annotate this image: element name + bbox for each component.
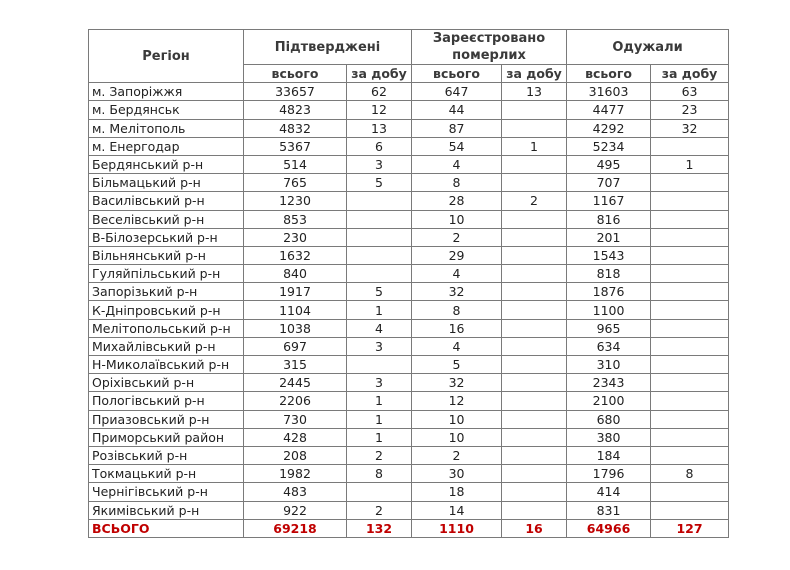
cell-conf-total: 5367	[244, 137, 347, 155]
cell-rec-day: 63	[651, 83, 729, 101]
cell-region: Н-Миколаївський р-н	[89, 356, 244, 374]
table-row	[89, 101, 729, 119]
cell-region: Приморський район	[89, 428, 244, 446]
cell-rec-total: 5234	[567, 137, 651, 155]
cell-region: Василівський р-н	[89, 192, 244, 210]
cell-death-total: 2	[412, 228, 502, 246]
table-row	[89, 501, 729, 519]
cell-conf-day: 5	[347, 283, 412, 301]
cell-region: Вільнянський р-н	[89, 246, 244, 264]
header-death-day: за добу	[502, 65, 567, 83]
cell-death-day	[502, 428, 567, 446]
cell-rec-total: 1543	[567, 246, 651, 264]
cell-region: Чернігівський р-н	[89, 483, 244, 501]
cell-region: К-Дніпровський р-н	[89, 301, 244, 319]
table-row	[89, 228, 729, 246]
cell-region: Приазовський р-н	[89, 410, 244, 428]
cell-conf-total: 2445	[244, 374, 347, 392]
total-death-total: 1110	[412, 519, 502, 537]
total-rec-total: 64966	[567, 519, 651, 537]
cell-rec-total: 201	[567, 228, 651, 246]
cell-conf-day: 12	[347, 101, 412, 119]
cell-death-total: 30	[412, 465, 502, 483]
cell-conf-day: 3	[347, 374, 412, 392]
table-row	[89, 483, 729, 501]
cell-rec-total: 1100	[567, 301, 651, 319]
cell-region: Токмацький р-н	[89, 465, 244, 483]
cell-death-day: 13	[502, 83, 567, 101]
cell-death-total: 4	[412, 265, 502, 283]
cell-death-total: 28	[412, 192, 502, 210]
cell-conf-total: 33657	[244, 83, 347, 101]
cell-rec-day	[651, 137, 729, 155]
cell-conf-total: 730	[244, 410, 347, 428]
cell-rec-day	[651, 228, 729, 246]
cell-conf-day	[347, 483, 412, 501]
table-row	[89, 301, 729, 319]
cell-death-total: 4	[412, 155, 502, 173]
cell-rec-total: 310	[567, 356, 651, 374]
cell-conf-total: 1038	[244, 319, 347, 337]
total-rec-day: 127	[651, 519, 729, 537]
cell-conf-total: 1230	[244, 192, 347, 210]
cell-conf-day: 3	[347, 337, 412, 355]
cell-conf-total: 483	[244, 483, 347, 501]
cell-death-total: 12	[412, 392, 502, 410]
cell-death-day	[502, 483, 567, 501]
cell-rec-day	[651, 446, 729, 464]
cell-death-total: 18	[412, 483, 502, 501]
cell-rec-day: 32	[651, 119, 729, 137]
cell-rec-total: 1796	[567, 465, 651, 483]
cell-region: Михайлівський р-н	[89, 337, 244, 355]
cell-conf-day: 4	[347, 319, 412, 337]
cell-death-total: 16	[412, 319, 502, 337]
cell-region: м. Запоріжжя	[89, 83, 244, 101]
cell-rec-day	[651, 301, 729, 319]
header-row-top	[89, 30, 729, 65]
cell-conf-day	[347, 228, 412, 246]
cell-death-total: 14	[412, 501, 502, 519]
cell-death-day	[502, 210, 567, 228]
table-row	[89, 283, 729, 301]
cell-rec-total: 680	[567, 410, 651, 428]
cell-rec-total: 1167	[567, 192, 651, 210]
cell-conf-day	[347, 265, 412, 283]
cell-death-total: 10	[412, 210, 502, 228]
cell-conf-day: 8	[347, 465, 412, 483]
header-death-total: всього	[412, 65, 502, 83]
cell-rec-total: 4477	[567, 101, 651, 119]
table-row	[89, 174, 729, 192]
cell-death-total: 32	[412, 283, 502, 301]
cell-conf-day: 5	[347, 174, 412, 192]
cell-conf-day: 6	[347, 137, 412, 155]
table-row	[89, 155, 729, 173]
cell-death-day	[502, 319, 567, 337]
cell-conf-total: 853	[244, 210, 347, 228]
cell-rec-total: 965	[567, 319, 651, 337]
cell-death-day	[502, 174, 567, 192]
total-conf-day: 132	[347, 519, 412, 537]
cell-conf-total: 1917	[244, 283, 347, 301]
cell-conf-total: 840	[244, 265, 347, 283]
cell-region: Веселівський р-н	[89, 210, 244, 228]
cell-conf-total: 1982	[244, 465, 347, 483]
table-row	[89, 356, 729, 374]
cell-conf-total: 697	[244, 337, 347, 355]
cell-conf-total: 1632	[244, 246, 347, 264]
table-row	[89, 210, 729, 228]
cell-death-day	[502, 301, 567, 319]
cell-rec-total: 818	[567, 265, 651, 283]
cell-death-total: 4	[412, 337, 502, 355]
cell-region: м. Енергодар	[89, 137, 244, 155]
total-conf-total: 69218	[244, 519, 347, 537]
cell-rec-day	[651, 283, 729, 301]
cell-region: Бердянський р-н	[89, 155, 244, 173]
cell-rec-day	[651, 210, 729, 228]
cell-death-total: 10	[412, 428, 502, 446]
header-conf-total: всього	[244, 65, 347, 83]
cell-death-day	[502, 101, 567, 119]
header-confirmed: Підтверджені	[244, 30, 412, 65]
cell-conf-total: 514	[244, 155, 347, 173]
cell-rec-day	[651, 337, 729, 355]
header-conf-day: за добу	[347, 65, 412, 83]
total-row	[89, 519, 729, 537]
cell-death-total: 44	[412, 101, 502, 119]
cell-conf-day	[347, 210, 412, 228]
cell-region: Якимівський р-н	[89, 501, 244, 519]
header-deaths-text: Зареєстровано померлих	[432, 31, 546, 63]
cell-conf-total: 428	[244, 428, 347, 446]
cell-rec-total: 495	[567, 155, 651, 173]
cell-rec-total: 380	[567, 428, 651, 446]
total-label: ВСЬОГО	[89, 519, 244, 537]
cell-death-day	[502, 246, 567, 264]
cell-rec-day	[651, 174, 729, 192]
cell-rec-day	[651, 483, 729, 501]
cell-death-day	[502, 265, 567, 283]
cell-conf-day: 3	[347, 155, 412, 173]
table-row	[89, 465, 729, 483]
header-region: Регіон	[89, 30, 244, 83]
cell-death-total: 5	[412, 356, 502, 374]
cell-rec-day: 23	[651, 101, 729, 119]
cell-region: Більмацький р-н	[89, 174, 244, 192]
cell-region: м. Бердянськ	[89, 101, 244, 119]
cell-rec-total: 831	[567, 501, 651, 519]
cell-conf-day: 1	[347, 410, 412, 428]
table-row	[89, 319, 729, 337]
cell-region: Запорізький р-н	[89, 283, 244, 301]
cell-death-total: 2	[412, 446, 502, 464]
cell-rec-total: 31603	[567, 83, 651, 101]
header-rec-day: за добу	[651, 65, 729, 83]
cell-conf-day: 2	[347, 446, 412, 464]
cell-rec-day	[651, 192, 729, 210]
cell-conf-day	[347, 246, 412, 264]
table-row	[89, 337, 729, 355]
table-row	[89, 246, 729, 264]
cell-rec-day	[651, 374, 729, 392]
cell-region: Мелітопольський р-н	[89, 319, 244, 337]
cell-conf-total: 4832	[244, 119, 347, 137]
cell-region: Оріхівський р-н	[89, 374, 244, 392]
table-row	[89, 265, 729, 283]
cell-death-day	[502, 356, 567, 374]
cell-death-day	[502, 392, 567, 410]
cell-rec-total: 816	[567, 210, 651, 228]
cell-conf-day: 1	[347, 428, 412, 446]
cell-rec-day	[651, 392, 729, 410]
cell-death-day	[502, 446, 567, 464]
header-rec-total: всього	[567, 65, 651, 83]
cell-rec-total: 634	[567, 337, 651, 355]
table-row	[89, 192, 729, 210]
cell-death-total: 29	[412, 246, 502, 264]
header-deaths	[412, 30, 567, 65]
cell-conf-total: 230	[244, 228, 347, 246]
cell-conf-total: 2206	[244, 392, 347, 410]
cell-death-day	[502, 283, 567, 301]
cell-death-total: 8	[412, 174, 502, 192]
cell-rec-day	[651, 246, 729, 264]
cell-death-day	[502, 410, 567, 428]
cell-rec-total: 1876	[567, 283, 651, 301]
table-row	[89, 137, 729, 155]
cell-rec-day: 8	[651, 465, 729, 483]
cell-conf-total: 922	[244, 501, 347, 519]
table-row	[89, 119, 729, 137]
table-body	[89, 83, 729, 520]
header-recovered: Одужали	[567, 30, 729, 65]
cell-death-day	[502, 501, 567, 519]
cell-death-day	[502, 155, 567, 173]
table-row	[89, 410, 729, 428]
cell-conf-day: 13	[347, 119, 412, 137]
cell-death-total: 8	[412, 301, 502, 319]
cell-rec-total: 4292	[567, 119, 651, 137]
cell-conf-day: 2	[347, 501, 412, 519]
table-row	[89, 392, 729, 410]
cell-conf-total: 765	[244, 174, 347, 192]
cell-rec-total: 707	[567, 174, 651, 192]
cell-rec-day	[651, 319, 729, 337]
cell-death-total: 87	[412, 119, 502, 137]
cell-conf-total: 315	[244, 356, 347, 374]
cell-rec-total: 414	[567, 483, 651, 501]
cell-conf-total: 208	[244, 446, 347, 464]
cell-death-total: 10	[412, 410, 502, 428]
cell-conf-day	[347, 192, 412, 210]
cell-conf-day	[347, 356, 412, 374]
cell-death-total: 54	[412, 137, 502, 155]
cell-conf-total: 1104	[244, 301, 347, 319]
cell-region: Гуляйпільський р-н	[89, 265, 244, 283]
table-row	[89, 83, 729, 101]
cell-rec-total: 2100	[567, 392, 651, 410]
cell-rec-day	[651, 265, 729, 283]
cell-conf-total: 4823	[244, 101, 347, 119]
cell-rec-day	[651, 501, 729, 519]
cell-region: Пологівський р-н	[89, 392, 244, 410]
cell-conf-day: 1	[347, 392, 412, 410]
cell-region: Розівський р-н	[89, 446, 244, 464]
cell-death-day	[502, 337, 567, 355]
cell-death-total: 32	[412, 374, 502, 392]
table-row	[89, 446, 729, 464]
cell-rec-day	[651, 356, 729, 374]
cell-conf-day: 1	[347, 301, 412, 319]
cell-death-day	[502, 374, 567, 392]
total-death-day: 16	[502, 519, 567, 537]
cell-death-day	[502, 119, 567, 137]
cell-region: В-Білозерський р-н	[89, 228, 244, 246]
cell-rec-total: 2343	[567, 374, 651, 392]
cell-death-day: 1	[502, 137, 567, 155]
cell-rec-total: 184	[567, 446, 651, 464]
table-row	[89, 374, 729, 392]
cell-region: м. Мелітополь	[89, 119, 244, 137]
cell-death-day	[502, 465, 567, 483]
cell-rec-day: 1	[651, 155, 729, 173]
table-row	[89, 428, 729, 446]
cell-rec-day	[651, 428, 729, 446]
cell-conf-day: 62	[347, 83, 412, 101]
covid-stats-table	[88, 29, 729, 538]
cell-death-day: 2	[502, 192, 567, 210]
cell-rec-day	[651, 410, 729, 428]
cell-death-total: 647	[412, 83, 502, 101]
cell-death-day	[502, 228, 567, 246]
